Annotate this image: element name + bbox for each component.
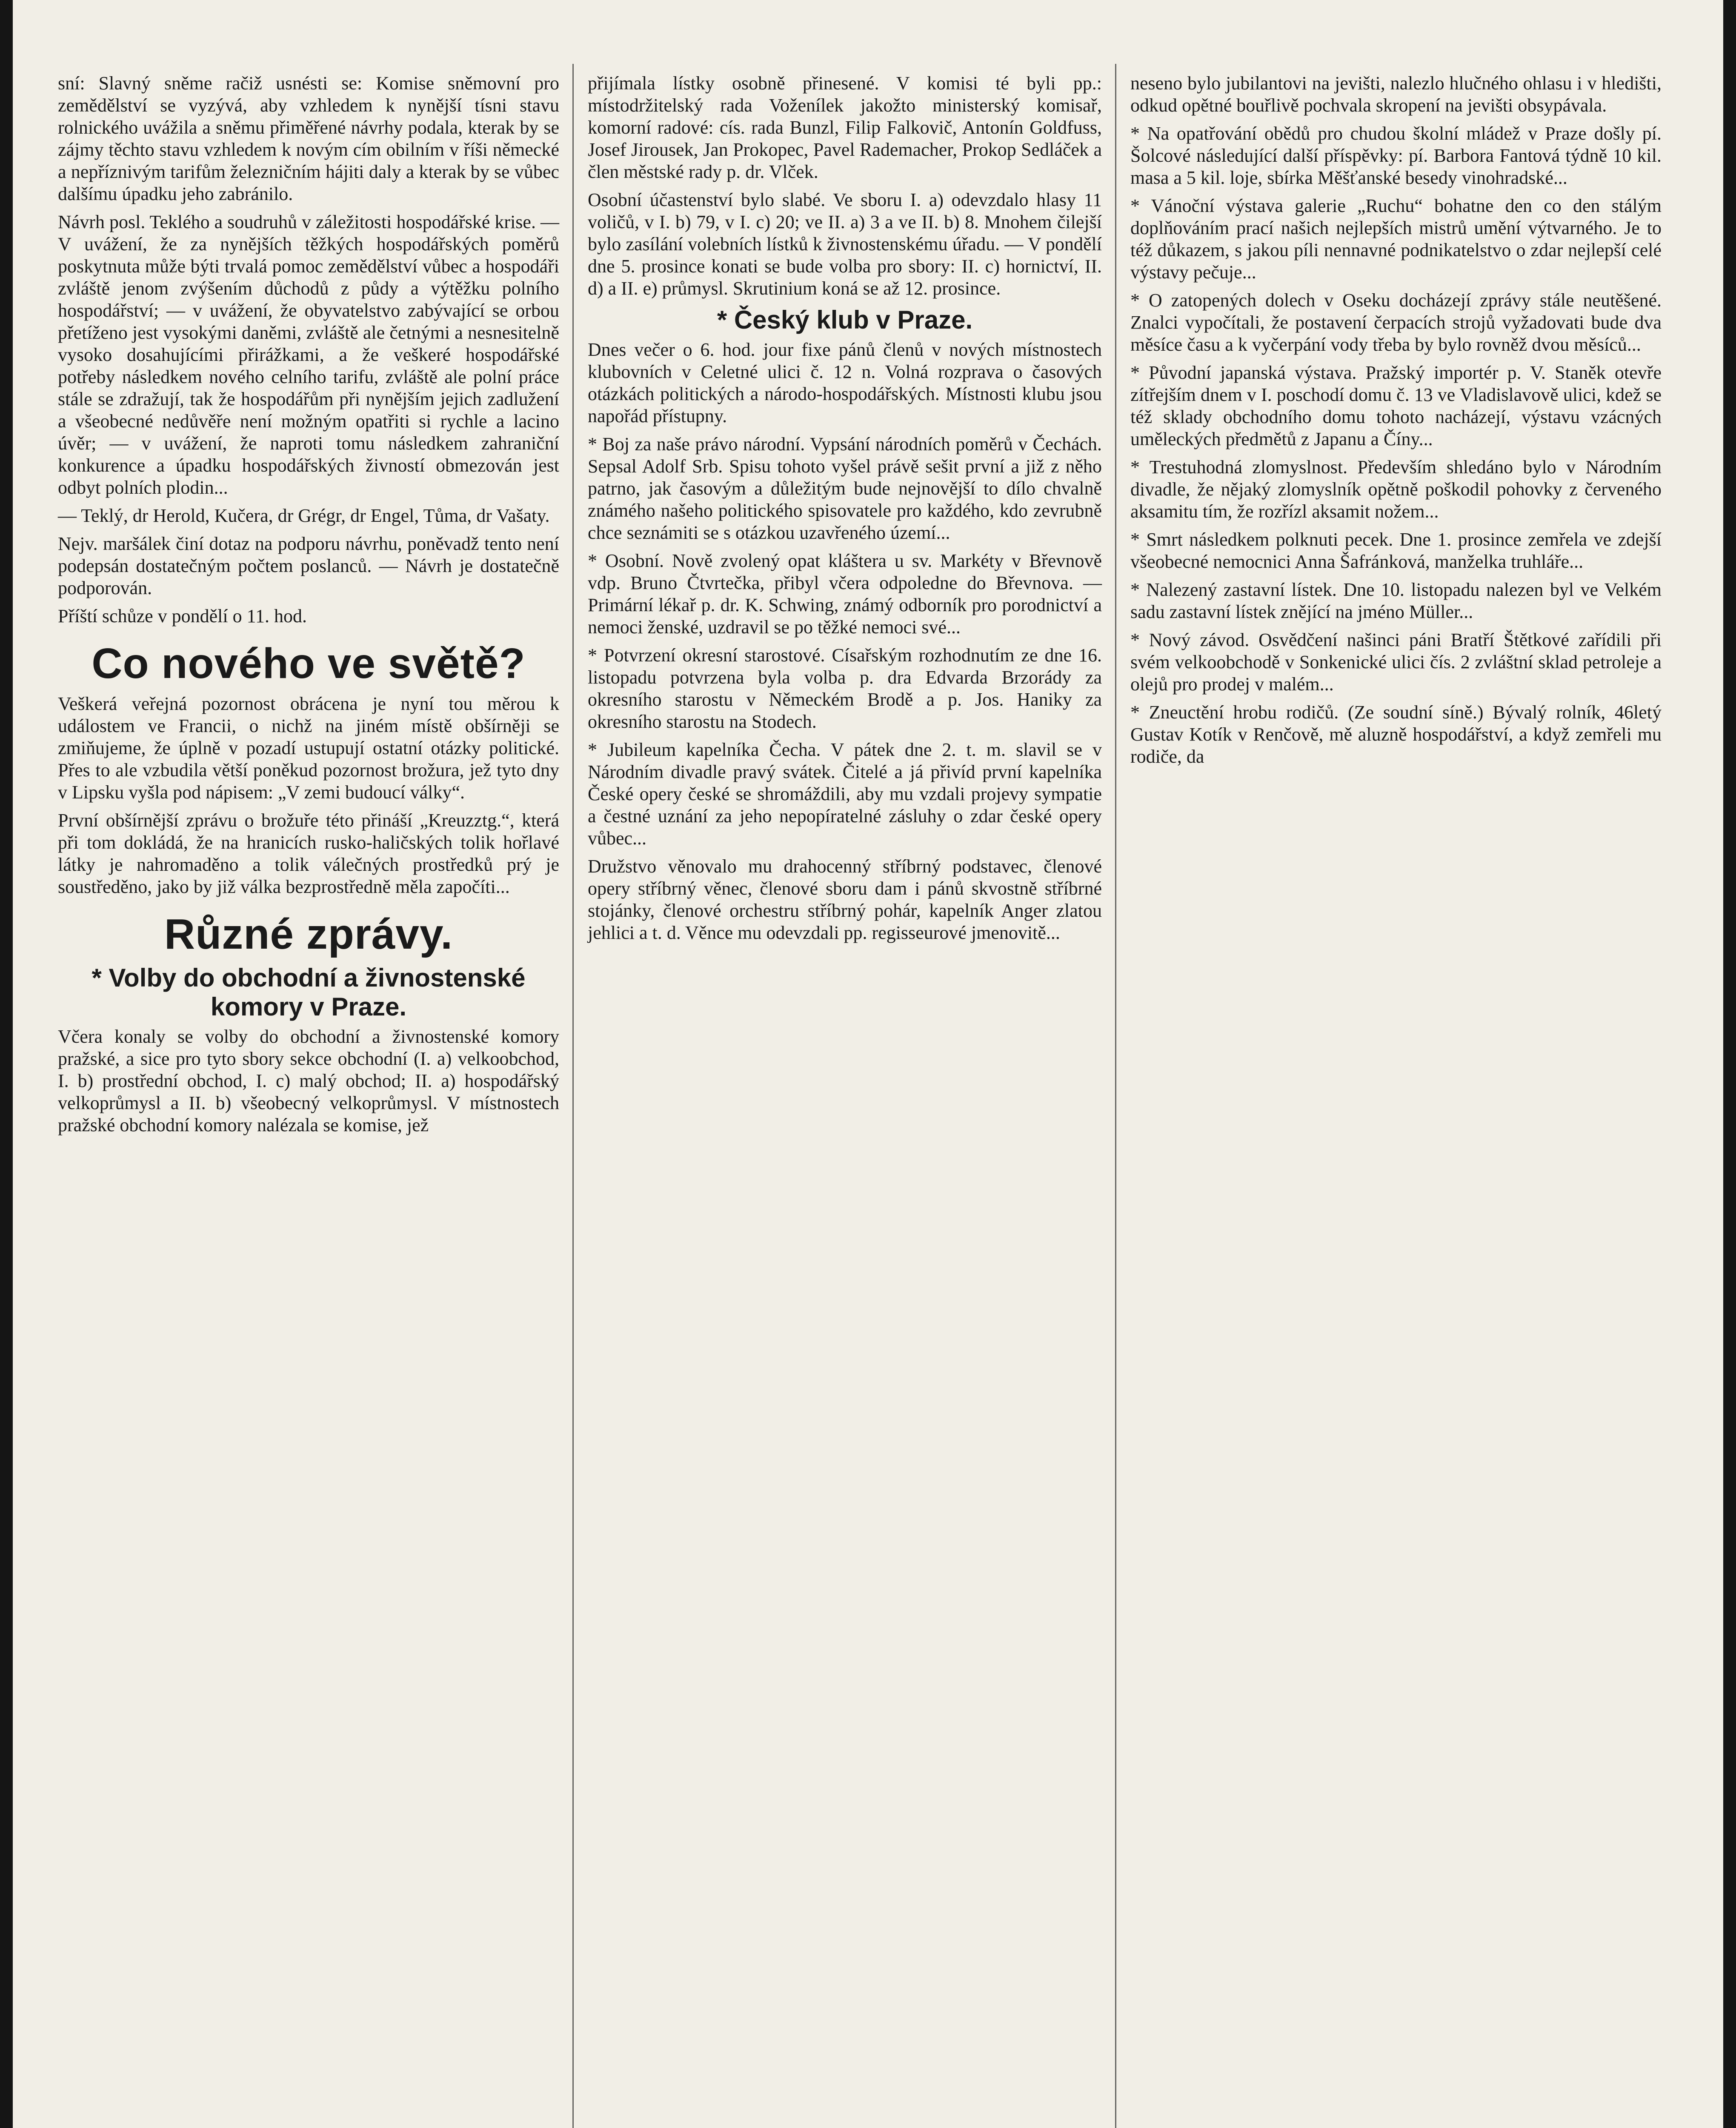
column-3 [1119,72,1673,2128]
paragraph: Dnes večer o 6. hod. jour fixe pánů členů v nových místnostech klubovních v Celetné ulici č. 12 n. Volná rozprava o časových otázkách politických a národo-hospodářských. Místnosti klubu jsou napořád přístupny. [588,339,1102,426]
paragraph: * Nalezený zastavní lístek. Dne 10. listopadu nalezen byl ve Velkém sadu zastavní lístek znějící na jméno Müller... [1130,579,1662,622]
paragraph: přijímala lístky osobně přinesené. V komisi té byli pp.: místodržitelský rada Voženílek jakožto ministerský komisař, komorní radové: cís. rada Bunzl, Filip Falkovič, Antonín Goldfuss, Josef Jirousek, Jan Prokopec, Pavel Rademacher, Prokop Sedláček a člen městské rady p. dr. Vlček. [588,73,1102,182]
scan-edge-right [1723,0,1736,2128]
paragraph: * Trestuhodná zlomyslnost. Především shledáno bylo v Národním divadle, že nějaký zlomyslník opětně poškodil pohovky z červeného aksamitu tím, že rozřízl aksamit nožem... [1130,457,1662,522]
paragraph: * O zatopených dolech v Oseku docházejí zprávy stále neutěšené. Znalci vypočítali, že postavení čerpacích strojů vyžadovati bude dva měsíce času a k vyčerpání vody třeba by bylo rovněž dvou měsíců... [1130,290,1662,355]
paragraph: Veškerá veřejná pozornost obrácena je nyní tou měrou k událostem ve Francii, o nichž na jiném místě obšírněji se zmiňujeme, že úplně v pozadí ustupují ostatní otázky politické. Přes to ale vzbudila větší poněkud pozornost brožura, jež tyto dny v Lipsku vyšla pod nápisem: „V zemi budoucí války“. [58,693,559,803]
paragraph: Nejv. maršálek činí dotaz na podporu návrhu, poněvadž tento není podepsán dostatečným počtem poslanců. — Návrh je dostatečně podporován. [58,533,559,598]
column-rule-1 [572,64,574,2128]
paragraph: * Osobní. Nově zvolený opat kláštera u sv. Markéty v Břevnově vdp. Bruno Čtvrtečka, přibyl včera odpoledne do Břevnova. — Primární lékař p. dr. K. Schwing, známý odborník pro porodnictví a nemoci ženské, uzdravil se po těžké nemoci své... [588,550,1102,638]
paragraph: Příští schůze v pondělí o 11. hod. [58,606,307,626]
paragraph: * Nový závod. Osvědčení našinci páni Bratří Štětkové zařídili při svém velkoobchodě v Sonkenické ulici čís. 2 zvláštní sklad petroleje a olejů pro prodej v malém... [1130,629,1662,695]
subheading: * Český klub v Praze. [717,306,973,334]
paragraph: * Původní japanská výstava. Pražský importér p. V. Staněk otevře zítřejším dnem v I. poschodí domu č. 13 ve Vladislavově ulici, kdež se též sklady obchodního domu tohoto nacházejí, výstavu vzácných uměleckých předmětů z Japanu a Číny... [1130,362,1662,449]
column-1 [47,72,570,2128]
paragraph: První obšírnější zprávu o brožuře této přináší „Kreuzztg.“, která při tom dokládá, že na hranicích rusko-haličských tolik hořlavé látky je nahromaděno a tolik válečných prostředků prý je soustředěno, jako by již válka bezprostředně měla započíti... [58,810,559,897]
paragraph: * Boj za naše právo národní. Vypsání národních poměrů v Čechách. Sepsal Adolf Srb. Spisu tohoto vyšel právě sešit první a již z něho patrno, jak časovým a důležitým bude nejnovější to dílo chvalně známého našeho politického spisovatele pro každého, kdo zevrubně chce seznámiti se s otázkou uzavřeného území... [588,434,1102,543]
paragraph: * Na opatřování obědů pro chudou školní mládež v Praze došly pí. Šolcové následující další příspěvky: pí. Barbora Fantová týdně 10 kil. masa a 5 kil. loje, sbírka Měšťanské besedy vinohradské... [1130,123,1662,188]
paragraph: * Smrt následkem polknuti pecek. Dne 1. prosince zemřela ve zdejší všeobecné nemocnici Anna Šafránková, manželka truhláře... [1130,529,1662,572]
paragraph: neseno bylo jubilantovi na jevišti, nalezlo hlučného ohlasu i v hledišti, odkud opětné bouřlivě pochvala skropení na jevišti obsypávala. [1130,73,1662,116]
paragraph: Družstvo věnovalo mu drahocenný stříbrný podstavec, členové opery stříbrný věnec, členové sboru dam i pánů skvostně stříbrné stojánky, členové orchestru stříbrný pohár, kapelník Anger zlatou jehlici a t. d. Věnce mu odevzdali pp. regisseurové jmenovitě... [588,856,1102,943]
column-rule-2 [1115,64,1116,2128]
column-2 [577,72,1113,2128]
paragraph: * Vánoční výstava galerie „Ruchu“ bohatne den co den stálým doplňováním prací našich nejlepších mistrů umění výtvarného. Je to též důkazem, s jakou píli nennavné podnikatelstvo o zdar nejlepší celé výstavy pečuje... [1130,195,1662,283]
paragraph: Osobní účastenství bylo slabé. Ve sboru I. a) odevzdalo hlasy 11 voličů, v I. b) 79, v I. c) 20; ve II. a) 3 a ve II. b) 8. Mnohem čilejší bylo zasílání volebních lístků k živnostenskému úřadu. — V pondělí dne 5. prosince konati se bude volba pro sbory: II. c) hornictví, II. d) a II. e) průmysl. Skrutinium koná se až 12. prosince. [588,189,1102,299]
scan-edge-left [0,0,13,2128]
section-heading: Různé zprávy. [164,910,453,958]
paragraph: Návrh posl. Teklého a soudruhů v záležitosti hospodářské krise. — V uvážení, že za nynějších těžkých hospodářských poměrů poskytnuta může býti trvalá pomoc zemědělství vůbec a hospodáři zvláště jenom zvýšením důchodů z půdy a výtěžku polního hospodářství; — v uvážení, že obyvatelstvo zabývající se orbou přetíženo jest vysokými daněmi, zvláště ale četnými a nesnesitelně vysoko dosahujícími přirážkami, a že veškeré hospodářské potřeby následkem nového celního tarifu, zvláště ale polní práce stále se zdražují, tak že hospodářům při nynějším jejich zadlužení a všeobecné nedůvěře není možným opatřiti si rychle a lacino úvěr; — v uvážení, že naproti tomu následkem zahraniční konkurence a úpadku hospodářských živností obmezován jest odbyt polních plodin... [58,212,559,498]
paragraph: sní: Slavný sněme račiž usnésti se: Komise sněmovní pro zemědělství se vyzývá, aby vzhledem k nynější tísni stavu rolnického uvážila a sněmu přiměřené návrhy podala, kterak by se zájmy těchto stavu vzhledem k novým cím obilním v říši německé a nepříznivým tarifům železničním hájiti daly a kterak by se vůbec dalšímu úpadku jeho zabránilo. [58,73,559,204]
section-heading: Co nového ve světě? [92,640,526,687]
paragraph: * Zneuctění hrobu rodičů. (Ze soudní síně.) Bývalý rolník, 46letý Gustav Kotík v Renčově, mě aluzně hospodářství, a když zemřeli mu rodiče, da [1130,702,1662,767]
paragraph: * Potvrzení okresní starostové. Císařským rozhodnutím ze dne 16. listopadu potvrzena byla volba p. dra Edvarda Brzorády za okresního starostu v Německém Brodě a p. Jos. Haniky za okresního starostu na Stodech. [588,645,1102,732]
subheading: * Volby do obchodní a živnostenské komory v Praze. [92,964,526,1021]
paragraph: Včera konaly se volby do obchodní a živnostenské komory pražské, a sice pro tyto sbory sekce obchodní (I. a) velkoobchod, I. b) prostřední obchod, I. c) malý obchod; II. a) hospodářský velkoprůmysl a II. b) všeobecný velkoprůmysl. V místnostech pražské obchodní komory nalézala se komise, jež [58,1026,559,1136]
paragraph: * Jubileum kapelníka Čecha. V pátek dne 2. t. m. slavil se v Národním divadle pravý svátek. Čitelé a já přivíd první kapelníka České opery české se shromáždili, aby mu vzdali projevy sympatie a čestné uznání za jeho nepopíratelné zásluhy o zdar české opery vůbec... [588,739,1102,849]
signatories: — Teklý, dr Herold, Kučera, dr Grégr, dr Engel, Tůma, dr Vašaty. [58,505,550,526]
